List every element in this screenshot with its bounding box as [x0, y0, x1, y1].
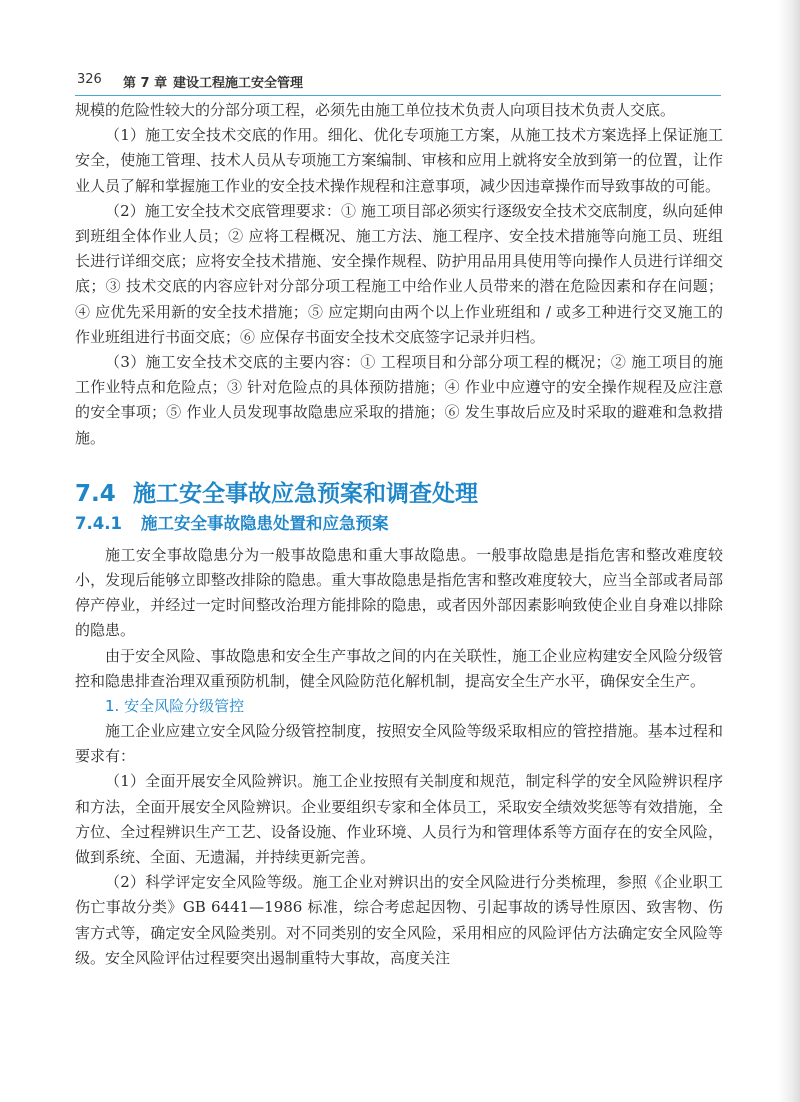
tech-brief-paragraph-2: （2）施工安全技术交底管理要求：① 施工项目部必须实行逐级安全技术交底制度，纵向延伸到班组全体作业人员；② 应将工程概况、施工方法、施工程序、安全技术措施等向施工员、班组长进行详细交底；应将安全技术措施、安全操作规程、防护用品用具使用等向操作人员进行详细交底；③ 技术交底的内容应针对分部分项工程施工中给作业人员带来的潜在危险因素和存在问题；④ 应优先采用新的安全技术措施；⑤ 应定期向由两个以上作业班组和 / 或多工种进行交叉施工的作业班组进行书面交底；⑥ 应保存书面安全技术交底签字记录并归档。	[75, 201, 723, 346]
chapter-label: 第 7 章	[123, 76, 168, 91]
section-title: 施工安全事故应急预案和调查处理	[133, 480, 478, 507]
subsection-number: 7.4.1	[75, 513, 122, 533]
tech-brief-paragraph-3: （3）施工安全技术交底的主要内容：① 工程项目和分部分项工程的概况；② 施工项目的施工作业特点和危险点；③ 针对危险点的具体预防措施；④ 作业中应遵守的安全操作规程及应注意的安全事项；⑤ 作业人员发现事故隐患应采取的措施；⑥ 发生事故后应及时采取的避难和急救措施。	[75, 353, 723, 447]
intro-paragraph: 规模的危险性较大的分部分项工程，必须先由施工单位技术负责人向项目技术负责人交底。	[75, 101, 676, 119]
scan-edge-shadow	[778, 0, 800, 1102]
subsection-heading	[75, 511, 723, 537]
hazard-paragraph-1: 施工安全事故隐患分为一般事故隐患和重大事故隐患。一般事故隐患是指危害和整改难度较小，发现后能够立即整改排除的隐患。重大事故隐患是指危害和整改难度较大，应当全部或者局部停产停业，并经过一定时间整改治理方能排除的隐患，或者因外部因素影响致使企业自身难以排除的隐患。	[75, 545, 723, 640]
running-header	[75, 66, 725, 90]
page-body	[75, 98, 723, 971]
chapter-title: 建设工程施工安全管理	[173, 76, 304, 91]
risk-control-heading: 1. 安全风险分级管控	[105, 697, 245, 716]
risk-paragraph-3: （2）科学评定安全风险等级。施工企业对辨识出的安全风险进行分类梳理，参照《企业职工伤亡事故分类》GB 6441—1986 标准，综合考虑起因物、引起事故的诱导性原因、致害物、伤害方式等，确定安全风险类别。对不同类别的安全风险，采用相应的风险评估方法确定安全风险等级。安全风险评估过程要突出遏制重特大事故，高度关注	[75, 873, 723, 967]
page-number: 326	[77, 72, 102, 87]
section-heading	[75, 479, 723, 509]
tech-brief-paragraph-1: （1）施工安全技术交底的作用。细化、优化专项施工方案，从施工技术方案选择上保证施工安全，使施工管理、技术人员从专项施工方案编制、审核和应用上就将安全放到第一的位置，让作业人员了解和掌握施工作业的安全技术操作规程和注意事项，减少因违章操作而导致事故的可能。	[75, 126, 723, 195]
risk-paragraph-1: 施工企业应建立安全风险分级管控制度，按照安全风险等级采取相应的管控措施。基本过程和要求有：	[75, 722, 723, 766]
header-rule	[75, 95, 721, 96]
subsection-title: 施工安全事故隐患处置和应急预案	[141, 513, 389, 533]
hazard-paragraph-2: 由于安全风险、事故隐患和安全生产事故之间的内在关联性，施工企业应构建安全风险分级管控和隐患排查治理双重预防机制，健全风险防范化解机制，提高安全生产水平，确保安全生产。	[75, 646, 723, 690]
section-number: 7.4	[75, 480, 116, 507]
risk-paragraph-2: （1）全面开展安全风险辨识。施工企业按照有关制度和规范，制定科学的安全风险辨识程序和方法，全面开展安全风险辨识。企业要组织专家和全体员工，采取安全绩效奖惩等有效措施，全方位、全过程辨识生产工艺、设备设施、作业环境、人员行为和管理体系等方面存在的安全风险，做到系统、全面、无遗漏，并持续更新完善。	[75, 772, 723, 867]
